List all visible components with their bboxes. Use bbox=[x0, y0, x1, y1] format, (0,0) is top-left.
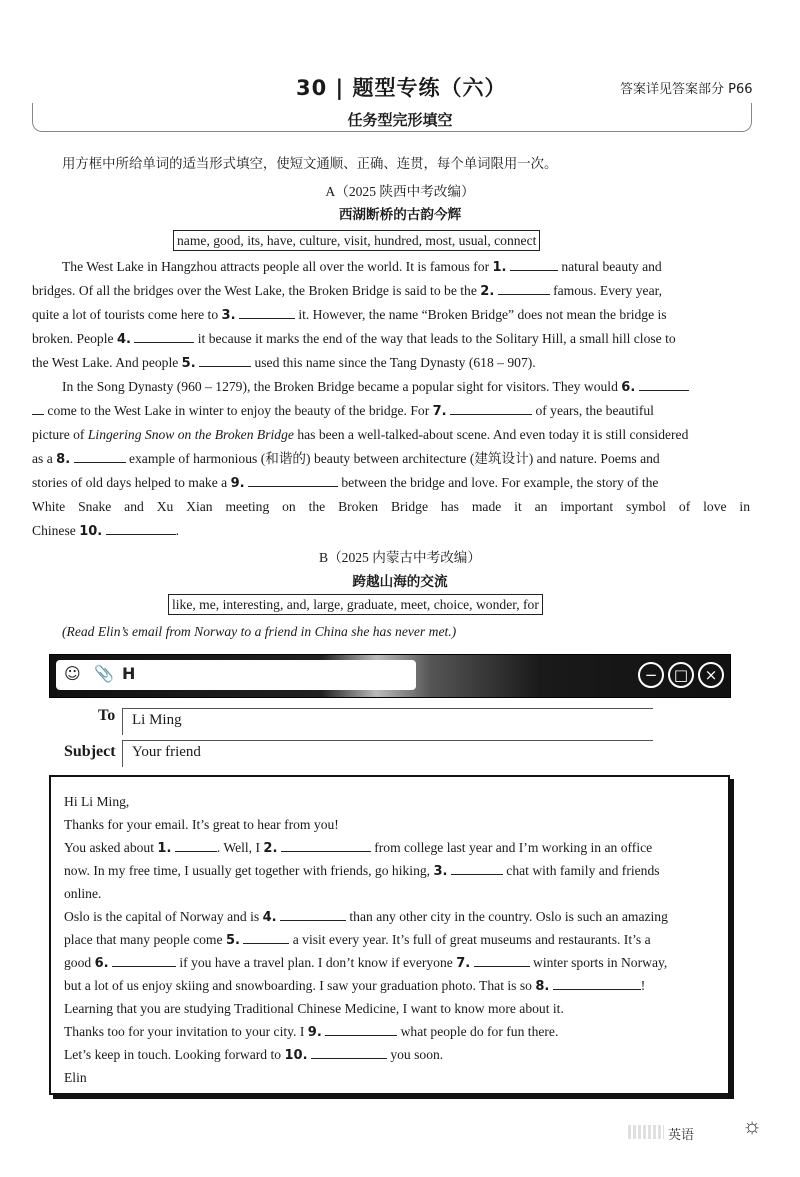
passage-a-line: as a 8. example of harmonious (和谐的) beauty between architecture (建筑设计) and nature. Poems and bbox=[32, 451, 660, 467]
passage-a-line: bridges. Of all the bridges over the West Lake, the Broken Bridge is said to be the 2. famous. Every year, bbox=[32, 283, 662, 299]
answer-blank[interactable] bbox=[451, 862, 503, 875]
h-icon[interactable]: H bbox=[122, 664, 136, 683]
passage-a-line: picture of Lingering Snow on the Broken Bridge has been a well-talked-about scene. And even today it is still considered bbox=[32, 427, 689, 442]
answer-blank[interactable] bbox=[134, 330, 194, 343]
subject-field[interactable] bbox=[122, 740, 653, 767]
part-a-source: A（2025 陕西中考改编） bbox=[325, 184, 475, 199]
answer-blank[interactable] bbox=[510, 258, 558, 271]
passage-a-line: stories of old days helped to make a 9. between the bridge and love. For example, the story of the bbox=[32, 475, 659, 491]
to-label: To bbox=[98, 707, 116, 724]
answer-blank[interactable] bbox=[106, 522, 176, 535]
smiley-icon[interactable]: ☺ bbox=[64, 664, 81, 683]
answer-blank[interactable] bbox=[311, 1046, 387, 1059]
email-line: Learning that you are studying Traditional Chinese Medicine, I want to know more about it. bbox=[64, 1001, 564, 1016]
passage-a-line: Chinese 10. . bbox=[32, 523, 180, 539]
email-line: but a lot of us enjoy skiing and snowboarding. I saw your graduation photo. That is so 8. ! bbox=[64, 978, 646, 994]
answer-blank[interactable] bbox=[74, 450, 126, 463]
part-a-title: 西湖断桥的古韵今辉 bbox=[338, 207, 462, 223]
passage-a-line: In the Song Dynasty (960 – 1279), the Broken Bridge became a popular sight for visitors. They would 6. bbox=[62, 378, 689, 397]
passage-a-line: the West Lake. And people 5. used this name since the Tang Dynasty (618 – 907). bbox=[32, 355, 536, 371]
answer-blank[interactable] bbox=[450, 402, 532, 415]
part-b-source: B（2025 内蒙古中考改编） bbox=[319, 550, 481, 565]
email-line: Let’s keep in touch. Looking forward to 10. you soon. bbox=[64, 1047, 444, 1063]
answer-blank[interactable] bbox=[199, 354, 251, 367]
section-title: 任务型完形填空 bbox=[347, 111, 453, 129]
email-line: good 6. if you have a travel plan. I don’t know if everyone 7. winter sports in Norway, bbox=[64, 955, 668, 971]
email-greeting: Hi Li Ming, bbox=[64, 794, 130, 809]
email-line: online. bbox=[64, 886, 102, 901]
close-icon[interactable]: × bbox=[698, 662, 724, 688]
passage-a-line: The West Lake in Hangzhou attracts people all over the world. It is famous for 1. natural beauty and bbox=[62, 259, 662, 275]
answer-blank[interactable] bbox=[281, 839, 371, 852]
answer-blank[interactable] bbox=[325, 1023, 397, 1036]
email-line: Thanks too for your invitation to your city. I 9. what people do for fun there. bbox=[64, 1024, 559, 1040]
subject-label: Subject bbox=[64, 743, 116, 760]
passage-a-line: broken. People 4. it because it marks the end of the way that leads to the Solitary Hill, a small hill close to bbox=[32, 331, 676, 347]
instruction: 用方框中所给单词的适当形式填空，使短文通顺、正确、连贯，每个单词限用一次。 bbox=[62, 157, 558, 172]
answer-blank[interactable] bbox=[498, 282, 550, 295]
answer-blank[interactable] bbox=[248, 474, 338, 487]
part-b-word-box: like, me, interesting, and, large, graduate, meet, choice, wonder, for bbox=[168, 594, 543, 615]
mascot-icon: ☼ bbox=[742, 1113, 763, 1138]
passage-a-line: quite a lot of tourists come here to 3. it. However, the name “Broken Bridge” does not mean the bridge is bbox=[32, 307, 667, 323]
email-line: now. In my free time, I usually get together with friends, go hiking, 3. chat with family and friends bbox=[64, 863, 660, 879]
to-field[interactable] bbox=[122, 708, 653, 735]
answer-blank[interactable] bbox=[553, 977, 641, 990]
to-value: Li Ming bbox=[132, 712, 182, 728]
page-title: 30 | 题型专练（六） bbox=[296, 76, 507, 100]
email-line: Thanks for your email. It’s great to hear from you! bbox=[64, 817, 339, 832]
answer-blank[interactable] bbox=[639, 378, 689, 391]
email-signature: Elin bbox=[64, 1070, 87, 1085]
footer-decoration bbox=[628, 1125, 664, 1139]
answer-reference: 答案详见答案部分 P66 bbox=[620, 82, 753, 97]
email-line: You asked about 1. . Well, I 2. from college last year and I’m working in an office bbox=[64, 840, 653, 856]
passage-a-line: White Snake and Xu Xian meeting on the Broken Bridge has made it an important symbol of love in bbox=[32, 499, 750, 514]
answer-blank[interactable] bbox=[239, 306, 295, 319]
answer-blank[interactable] bbox=[280, 908, 346, 921]
part-a-word-box: name, good, its, have, culture, visit, hundred, most, usual, connect bbox=[173, 230, 540, 251]
answer-blank[interactable] bbox=[474, 954, 530, 967]
minimize-icon[interactable]: − bbox=[638, 662, 664, 688]
footer-subject: 英语 bbox=[668, 1128, 695, 1143]
email-line: Oslo is the capital of Norway and is 4. than any other city in the country. Oslo is such an amazing bbox=[64, 909, 668, 925]
answer-blank[interactable] bbox=[112, 954, 176, 967]
answer-blank[interactable] bbox=[175, 839, 217, 852]
maximize-icon[interactable]: □ bbox=[668, 662, 694, 688]
email-line: place that many people come 5. a visit every year. It’s full of great museums and restaurants. It’s a bbox=[64, 932, 651, 948]
paperclip-icon[interactable]: 📎 bbox=[94, 664, 114, 683]
passage-a-line: come to the West Lake in winter to enjoy the beauty of the bridge. For 7. of years, the beautiful bbox=[32, 402, 654, 421]
email-note: (Read Elin’s email from Norway to a friend in China she has never met.) bbox=[62, 624, 457, 639]
answer-blank[interactable] bbox=[243, 931, 289, 944]
subject-value: Your friend bbox=[132, 744, 201, 760]
part-b-title: 跨越山海的交流 bbox=[352, 574, 448, 590]
answer-blank[interactable] bbox=[32, 402, 44, 415]
